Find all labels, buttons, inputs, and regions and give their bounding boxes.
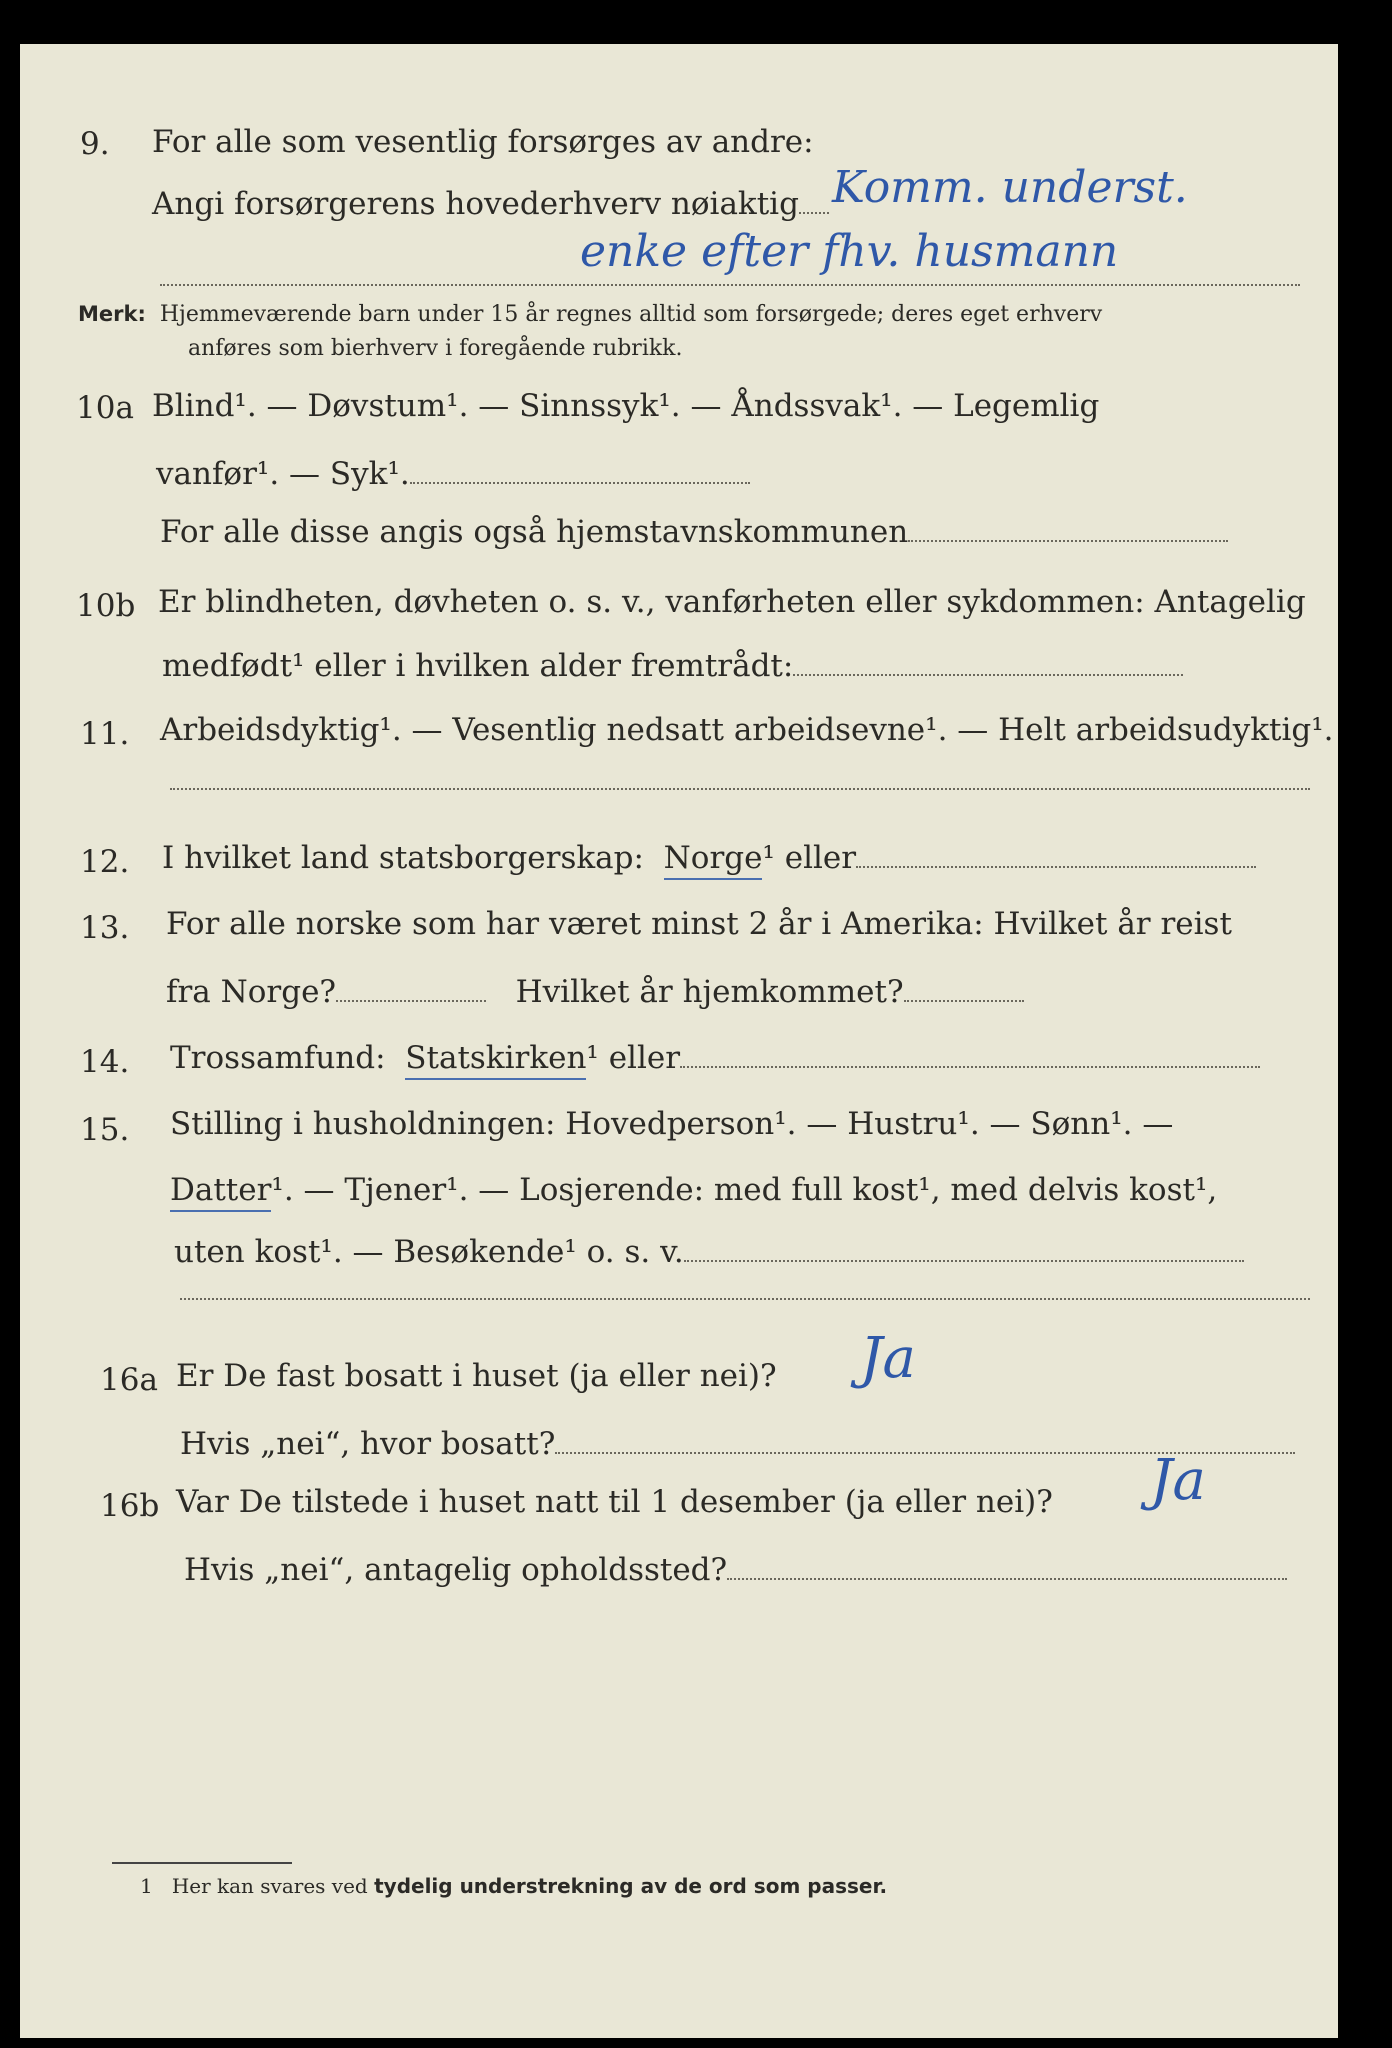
q13-line2 — [166, 974, 1024, 1010]
merk-line2: anføres som bierhverv i foregående rubrikk. — [188, 336, 683, 361]
question-number-15: 15. — [80, 1112, 130, 1148]
footnote-plain-text: Her kan svares ved — [171, 1874, 368, 1898]
q16b-line2-text: Hvis „nei“, antagelig opholdssted? — [184, 1552, 728, 1588]
question-number-9: 9. — [80, 126, 110, 162]
q15-answer-rule — [180, 1298, 1310, 1300]
question-number-10b: 10b — [76, 588, 136, 624]
q16a-line2-text: Hvis „nei“, hvor bosatt? — [180, 1426, 556, 1462]
question-number-12: 12. — [80, 844, 130, 880]
q12-line1 — [162, 840, 1256, 876]
q16a-line2 — [180, 1426, 1295, 1462]
footnote-mark: 1 — [140, 1874, 153, 1898]
q10a-line3-text: For alle disse angis også hjemstavnskommunen — [160, 514, 909, 550]
q11-line1: Arbeidsdyktig¹. — Vesentlig nedsatt arbeidsevne¹. — Helt arbeidsudyktig¹. — [160, 712, 1334, 748]
question-number-14: 14. — [80, 1044, 130, 1080]
q10b-line2 — [162, 648, 1183, 684]
census-form-page — [20, 44, 1338, 2038]
q9-handwritten-answer-2: enke efter fhv. husmann — [580, 226, 1119, 277]
q15-line1: Stilling i husholdningen: Hovedperson¹. — Hustru¹. — Sønn¹. — — [170, 1106, 1174, 1142]
q12-prefix: I hvilket land statsborgerskap: — [162, 840, 644, 876]
merk-label: Merk: — [78, 302, 146, 326]
q12-norge-underlined: Norge — [664, 840, 763, 880]
footnote-bold-text: tydelig understrekning av de ord som passer. — [374, 1874, 888, 1898]
q16a-handwritten-answer: Ja — [860, 1326, 916, 1391]
q10a-line2-text: vanfør¹. — Syk¹. — [156, 456, 410, 492]
q15-line3-text: uten kost¹. — Besøkende¹ o. s. v. — [174, 1234, 684, 1270]
q9-answer-rule — [160, 284, 1300, 286]
q14-prefix: Trossamfund: — [170, 1040, 386, 1076]
q10a-line3 — [160, 514, 1228, 550]
footnote — [140, 1874, 887, 1898]
q10b-line2-text: medfødt¹ eller i hvilken alder fremtrådt: — [162, 648, 794, 684]
q9-line2-text: Angi forsørgerens hovederhverv nøiaktig — [152, 186, 799, 222]
q14-suffix: ¹ eller — [586, 1040, 681, 1076]
q13-line2a: fra Norge? — [166, 974, 337, 1010]
q14-statskirken-underlined: Statskirken — [405, 1040, 586, 1080]
footnote-rule — [112, 1862, 292, 1864]
question-number-16a: 16a — [100, 1362, 158, 1398]
question-number-11: 11. — [80, 716, 130, 752]
q10b-line1: Er blindheten, døvheten o. s. v., vanførheten eller sykdommen: Antagelig — [158, 584, 1306, 620]
q15-line2-rest: ¹. — Tjener¹. — Losjerende: med full kost¹, med delvis kost¹, — [271, 1172, 1218, 1208]
q13-line1: For alle norske som har været minst 2 år i Amerika: Hvilket år reist — [166, 906, 1232, 942]
q16a-line1: Er De fast bosatt i huset (ja eller nei)? — [176, 1358, 777, 1394]
merk-line1 — [78, 302, 1102, 327]
q14-line1 — [170, 1040, 1260, 1076]
question-number-13: 13. — [80, 910, 130, 946]
q9-handwritten-answer-1: Komm. underst. — [832, 162, 1188, 213]
q16b-handwritten-answer: Ja — [1150, 1448, 1206, 1513]
q13-line2b: Hvilket år hjemkommet? — [515, 974, 904, 1010]
q16b-line2 — [184, 1552, 1287, 1588]
q9-line1: For alle som vesentlig forsørges av andre: — [152, 124, 814, 160]
q16b-line1: Var De tilstede i huset natt til 1 desember (ja eller nei)? — [176, 1484, 1053, 1520]
q9-line2 — [152, 186, 829, 222]
question-number-16b: 16b — [100, 1488, 160, 1524]
q15-line2 — [170, 1172, 1217, 1208]
question-number-10a: 10a — [76, 390, 134, 426]
merk-text-1: Hjemmeværende barn under 15 år regnes alltid som forsørgede; deres eget erhverv — [159, 302, 1103, 327]
q10a-line1: Blind¹. — Døvstum¹. — Sinnssyk¹. — Åndssvak¹. — Legemlig — [152, 388, 1100, 424]
q11-answer-rule — [170, 788, 1310, 790]
q12-suffix: ¹ eller — [762, 840, 857, 876]
q10a-line2 — [156, 456, 750, 492]
q15-datter-underlined: Datter — [170, 1172, 271, 1212]
q15-line3 — [174, 1234, 1244, 1270]
